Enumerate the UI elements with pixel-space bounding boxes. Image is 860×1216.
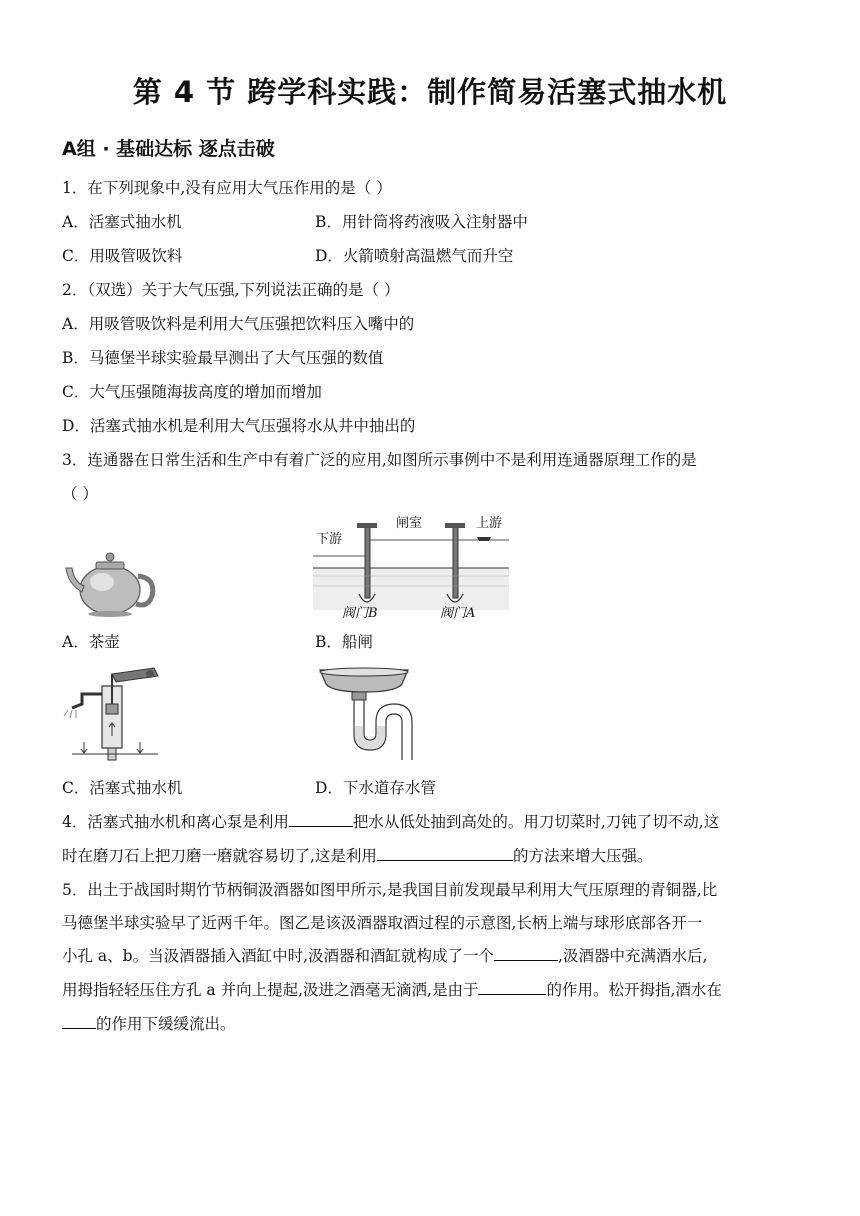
q5-line-3	[62, 944, 707, 966]
q5-blank-2[interactable]	[478, 980, 546, 995]
drain-trap-figure	[316, 664, 416, 764]
lock-label-valve-b: 阀门B	[342, 606, 378, 621]
q3-option-d[interactable]: D．下水道存水管	[315, 779, 436, 797]
teapot-icon	[62, 538, 158, 618]
q2-stem: 2．（双选）关于大气压强,下列说法正确的是（ ）	[62, 281, 400, 299]
q5-text-3a: 小孔 a、b。当汲酒器插入酒缸中时,汲酒器和酒缸就构成了一个	[62, 947, 495, 965]
q4-line-2	[62, 844, 652, 866]
piston-pump-figure	[62, 664, 166, 764]
q3-answer-paren: （ ）	[62, 485, 98, 503]
q1-option-d[interactable]: D．火箭喷射高温燃气而升空	[315, 247, 514, 265]
piston-pump-icon	[62, 664, 166, 764]
q5-line-1: 5．出土于战国时期竹节柄铜汲酒器如图甲所示,是我国目前发现最早利用大气压原理的青铜器,比	[62, 881, 718, 899]
q4-text-2a: 时在磨刀石上把刀磨一磨就容易切了,这是利用	[62, 847, 377, 865]
drain-trap-icon	[316, 664, 416, 764]
q4-text-1b: 把水从低处抽到高处的。用刀切菜时,刀钝了切不动,这	[352, 813, 720, 831]
q1-option-b[interactable]: B．用针筒将药液吸入注射器中	[315, 213, 528, 231]
q1-stem: 1．在下列现象中,没有应用大气压作用的是（ ）	[62, 179, 392, 197]
q5-text-5: 的作用下缓缓流出。	[96, 1015, 236, 1033]
q1-option-c[interactable]: C．用吸管吸饮料	[62, 247, 183, 265]
q4-text-2b: 的方法来增大压强。	[512, 847, 653, 865]
q4-line-1	[62, 810, 719, 832]
q5-blank-1[interactable]	[494, 946, 558, 961]
q5-line-5	[62, 1012, 236, 1034]
q3-stem: 3．连通器在日常生活和生产中有着广泛的应用,如图所示事例中不是利用连通器原理工作的是	[62, 451, 697, 469]
section-heading: A组 · 基础达标 逐点击破	[62, 138, 275, 160]
q4-blank-2[interactable]	[377, 846, 513, 861]
lock-label-valve-a: 阀门A	[440, 606, 476, 621]
q5-text-3b: ,汲酒器中充满酒水后,	[558, 947, 708, 965]
q2-option-d[interactable]: D．活塞式抽水机是利用大气压强将水从井中抽出的	[62, 417, 416, 435]
lock-label-downstream: 下游	[316, 532, 343, 547]
q4-blank-1[interactable]	[289, 812, 353, 827]
q5-line-4	[62, 978, 722, 1000]
q5-blank-3[interactable]	[62, 1014, 96, 1029]
q2-option-c[interactable]: C．大气压强随海拔高度的增加而增加	[62, 383, 322, 401]
q4-text-1a: 4．活塞式抽水机和离心泵是利用	[62, 813, 289, 831]
q2-option-b[interactable]: B．马德堡半球实验最早测出了大气压强的数值	[62, 349, 384, 367]
teapot-figure	[62, 538, 158, 618]
q2-option-a[interactable]: A．用吸管吸饮料是利用大气压强把饮料压入嘴中的	[62, 315, 415, 333]
q1-option-a[interactable]: A．活塞式抽水机	[62, 213, 182, 231]
q3-option-a[interactable]: A．茶壶	[62, 633, 120, 651]
q5-text-4a: 用拇指轻轻压住方孔 a 并向上提起,汲进之酒毫无滴洒,是由于	[62, 981, 479, 999]
q3-option-c[interactable]: C．活塞式抽水机	[62, 779, 183, 797]
q5-text-4b: 的作用。松开拇指,酒水在	[546, 981, 722, 999]
lock-label-upstream: 上游	[476, 516, 503, 531]
lock-label-chamber: 闸室	[396, 516, 423, 531]
q5-line-2: 马德堡半球实验早了近两千年。图乙是该汲酒器取酒过程的示意图,长柄上端与球形底部各开一	[62, 914, 703, 932]
page-title: 第 4 节 跨学科实践：制作简易活塞式抽水机	[132, 75, 728, 109]
q3-option-b[interactable]: B．船闸	[315, 633, 373, 651]
